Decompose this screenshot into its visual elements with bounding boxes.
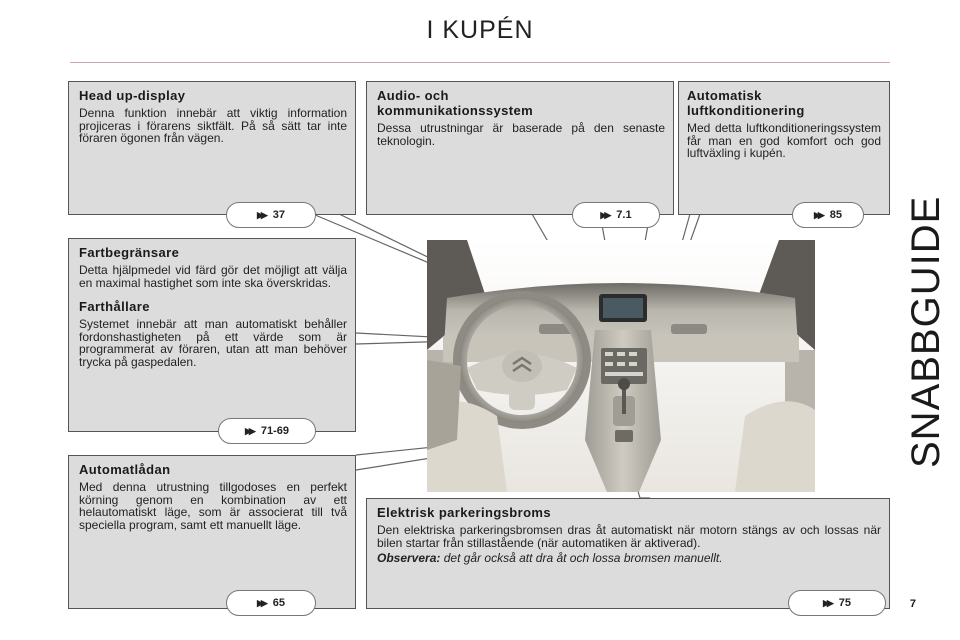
page-ref-number: 7.1 (616, 209, 632, 221)
cruise-control-text: Systemet innebär att man automatiskt behåller fordonshastigheten på ett värde som är programmerat av föraren, utan att man behöver trycka på gaspedalen. (79, 317, 347, 369)
double-play-arrow-icon: ▶▶ (256, 209, 265, 220)
parking-brake-note (377, 552, 881, 565)
climate-text: Med detta luftkonditioneringssystem får man en god komfort och god luftväxling i kupén. (687, 121, 881, 160)
page-ref-number: 65 (272, 597, 286, 609)
note-label: Observera: (377, 551, 441, 565)
audio-box (366, 81, 674, 215)
page-title: I KUPÉN (426, 16, 534, 44)
head-up-display-box (68, 81, 356, 215)
climate-box (678, 81, 890, 215)
audio-page-ref[interactable] (572, 202, 660, 228)
speed-control-page-ref[interactable] (218, 418, 316, 444)
page-ref-number: 37 (272, 209, 286, 221)
parking-brake-text: Den elektriska parkeringsbromsen dras åt automatiskt när motorn stängs av och lossas när bilen startar från stillastående (när automatiken är aktiverad). (377, 523, 881, 550)
speed-control-box (68, 238, 356, 432)
page-ref-number: 71-69 (260, 425, 289, 437)
climate-page-ref[interactable] (792, 202, 864, 228)
gearbox-page-ref[interactable] (226, 590, 316, 616)
double-play-arrow-icon: ▶▶ (245, 425, 253, 436)
dashboard-illustration (427, 240, 815, 492)
audio-title: Audio- och kommunikationssystem (377, 88, 534, 118)
note-text: det går också att dra åt och lossa bromsen manuellt. (443, 551, 723, 565)
section-side-label: SNABBGUIDE (904, 195, 948, 468)
cabin-interior-photo (427, 240, 815, 492)
gearbox-text: Med denna utrustning tillgodoses en perfekt körning genom en kombination av ett helautomatiskt läge, som är associerat till två speciella program, samt ett manuellt läge. (79, 480, 347, 532)
head-up-display-title: Head up-display (79, 88, 186, 103)
head-up-display-text: Denna funktion innebär att viktig information projiceras i förarens siktfält. På så sätt tar inte föraren ögonen från vägen. (79, 106, 347, 145)
audio-text: Dessa utrustningar är baserade på den senaste teknologin. (377, 121, 665, 148)
double-play-arrow-icon: ▶▶ (822, 597, 831, 608)
climate-title: Automatisk luftkonditionering (687, 88, 805, 118)
page-ref-number: 75 (838, 597, 852, 609)
head-up-display-page-ref[interactable] (226, 202, 316, 228)
cruise-control-title: Farthållare (79, 299, 150, 314)
page-number: 7 (909, 598, 916, 610)
double-play-arrow-icon: ▶▶ (813, 209, 822, 220)
parking-brake-title: Elektrisk parkeringsbroms (377, 505, 552, 520)
gearbox-box (68, 455, 356, 609)
double-play-arrow-icon: ▶▶ (600, 209, 609, 220)
parking-brake-page-ref[interactable] (788, 590, 886, 616)
page-ref-number: 85 (829, 209, 843, 221)
speed-limiter-text: Detta hjälpmedel vid färd gör det möjligt att välja en maximal hastighet som inte ska överskridas. (79, 263, 347, 290)
title-divider (70, 62, 890, 63)
speed-limiter-title: Fartbegränsare (79, 245, 180, 260)
gearbox-title: Automatlådan (79, 462, 171, 477)
double-play-arrow-icon: ▶▶ (256, 597, 265, 608)
